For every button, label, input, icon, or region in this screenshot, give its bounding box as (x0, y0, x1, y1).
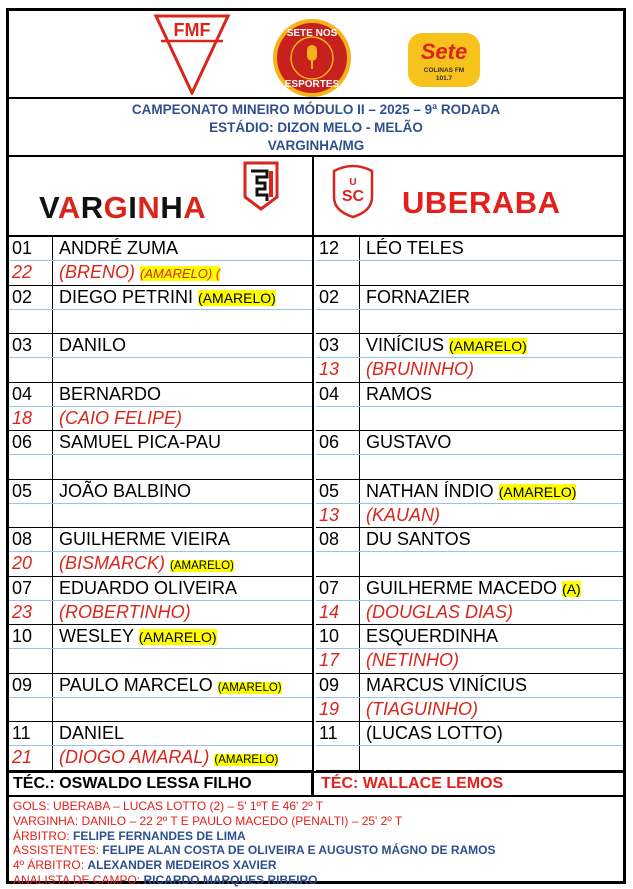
sub-yellow-card-badge: (AMARELO) ( (140, 266, 221, 282)
yellow-card-badge: (AMARELO) (449, 338, 527, 354)
player-name (59, 674, 282, 700)
player-name (59, 722, 124, 745)
substitute-line (9, 698, 312, 722)
shirt-number: 05 (12, 480, 33, 501)
teams-header (9, 157, 623, 237)
player-name (366, 334, 527, 358)
starter-name: WESLEY (59, 626, 134, 646)
substitute-line (316, 407, 623, 431)
fmf-logo (153, 13, 231, 95)
starter-name: JOÃO BALBINO (59, 480, 192, 501)
away-player-cell (316, 674, 623, 723)
shirt-number: 08 (12, 529, 33, 549)
starter-name: SAMUEL PICA-PAU (59, 432, 222, 452)
player-name (366, 480, 576, 504)
lineup-row (9, 383, 623, 432)
shirt-number: 01 (12, 238, 33, 258)
logos-bar (9, 11, 623, 99)
away-player-cell (316, 625, 623, 674)
starter-line (316, 383, 623, 407)
sub-shirt-number: 20 (12, 553, 33, 574)
shirt-number: 06 (319, 432, 340, 452)
coaches-row (9, 771, 623, 797)
lineup-row (9, 431, 623, 480)
shirt-number: 10 (319, 626, 340, 646)
substitute-line (9, 358, 312, 382)
player-name (59, 577, 237, 600)
match-info (9, 99, 623, 157)
starter-name: DIEGO PETRINI (59, 286, 194, 307)
uberaba-crest-icon (330, 163, 376, 219)
starter-line (9, 625, 312, 649)
lineup-row (9, 722, 623, 771)
city-label: VARGINHA/MG (267, 138, 365, 153)
away-coach: TÉC: WALLACE LEMOS (321, 775, 504, 792)
starter-line (316, 674, 623, 698)
home-player-cell (9, 383, 314, 432)
sub-shirt-number: 13 (319, 504, 340, 525)
substitute-name (366, 649, 459, 672)
away-player-cell (316, 383, 623, 432)
substitute-name (59, 552, 234, 578)
analyst-line (13, 873, 621, 888)
starter-name: PAULO MARCELO (59, 674, 213, 695)
substitute-line (9, 407, 312, 431)
player-name (366, 383, 432, 406)
shirt-number: 08 (319, 529, 340, 549)
championship-title: CAMPEONATO MINEIRO MÓDULO II – 2025 – 9ª RODADA (131, 102, 501, 117)
starter-line (316, 334, 623, 358)
starter-name: GUILHERME MACEDO (366, 577, 558, 598)
substitute-line (316, 601, 623, 625)
fmf-logo-text: FMF (173, 20, 211, 40)
away-player-cell (316, 334, 623, 383)
starter-line (316, 431, 623, 455)
yellow-card-badge: (AMARELO) (198, 289, 276, 306)
substitute-line (9, 455, 312, 479)
substitute-name (59, 746, 278, 772)
away-player-cell (316, 577, 623, 626)
yellow-card-badge: (AMARELO) (138, 629, 217, 645)
substitute-line (316, 746, 623, 770)
substitute-line (9, 310, 312, 334)
player-name (59, 625, 217, 649)
shirt-number: 09 (12, 674, 33, 695)
substitute-line (9, 504, 312, 528)
starter-line (9, 528, 312, 552)
player-name (366, 577, 581, 601)
shirt-number: 04 (319, 383, 340, 404)
player-name (366, 431, 451, 454)
starter-line (316, 286, 623, 310)
referee-name: FELIPE FERNANDES DE LIMA (73, 828, 246, 843)
substitute-line (316, 649, 623, 673)
sete-colinas-fm-logo (402, 25, 486, 93)
svg-text:Sete: Sete (420, 39, 468, 64)
home-player-cell (9, 480, 314, 529)
shirt-number: 02 (12, 286, 33, 307)
player-name (59, 286, 276, 310)
sub-shirt-number: 19 (319, 698, 340, 719)
sub-shirt-number: 14 (319, 601, 340, 622)
analyst-name: RICARDO MARQUES RIBEIRO (143, 872, 318, 887)
starter-line (9, 286, 312, 310)
starter-line (9, 383, 312, 407)
player-name (59, 528, 230, 551)
lineup-table (9, 237, 623, 771)
starter-name: GUILHERME VIEIRA (59, 529, 231, 549)
starter-line (9, 577, 312, 601)
shirt-number: 12 (319, 238, 340, 258)
player-name (366, 722, 503, 745)
player-name (366, 528, 471, 551)
shirt-number: 07 (319, 577, 340, 598)
substitute-name (366, 601, 513, 624)
away-team-name: UBERABA (402, 185, 561, 220)
substitute-line (9, 649, 312, 673)
substitute-name (366, 358, 474, 381)
starter-line (9, 431, 312, 455)
analyst-label: ANALISTA DE CAMPO: (13, 872, 141, 887)
home-player-cell (9, 722, 314, 771)
home-player-cell (9, 237, 314, 286)
home-player-cell (9, 431, 314, 480)
home-player-cell (9, 625, 314, 674)
starter-name: ANDRÉ ZUMA (59, 238, 179, 258)
lineup-row (9, 334, 623, 383)
player-name (366, 674, 527, 697)
shirt-number: 09 (319, 674, 340, 695)
sub-name: (DIOGO AMARAL) (59, 747, 210, 768)
fourth-referee-label: 4º ÁRBITRO: (13, 858, 85, 873)
sub-name: (BISMARCK) (59, 553, 166, 574)
away-player-cell (316, 237, 623, 286)
referee-line (13, 829, 621, 844)
shirt-number: 11 (319, 723, 338, 743)
shirt-number: 11 (12, 723, 31, 743)
yellow-card-badge: (AMARELO) (217, 681, 282, 694)
player-name (59, 480, 191, 503)
starter-name: LÉO TELES (366, 238, 464, 258)
player-name (366, 237, 464, 260)
sub-name: (BRENO) (59, 262, 135, 283)
sub-yellow-card-badge: (AMARELO) (170, 560, 234, 573)
sub-shirt-number: 17 (319, 650, 340, 671)
match-sheet (6, 8, 626, 887)
referee-label: ÁRBITRO: (13, 828, 70, 843)
shirt-number: 03 (319, 335, 340, 355)
shirt-number: 10 (12, 626, 33, 646)
svg-text:ESPORTES: ESPORTES (284, 79, 340, 90)
starter-name: EDUARDO OLIVEIRA (59, 577, 238, 598)
lineup-row (9, 480, 623, 529)
starter-name: MARCUS VINÍCIUS (366, 674, 528, 695)
lineup-row (9, 674, 623, 723)
starter-name: VINÍCIUS (366, 335, 445, 355)
varginha-crest-icon (241, 161, 281, 211)
starter-line (9, 237, 312, 261)
sub-shirt-number: 18 (12, 407, 33, 428)
substitute-line (9, 601, 312, 625)
yellow-card-badge: (A) (562, 580, 581, 597)
substitute-line (9, 261, 312, 285)
starter-line (9, 334, 312, 358)
substitute-line (316, 455, 623, 479)
player-name (59, 237, 178, 260)
assistants-line (13, 843, 621, 858)
home-player-cell (9, 674, 314, 723)
starter-name: FORNAZIER (366, 286, 471, 307)
sub-name: (BRUNINHO) (366, 359, 474, 380)
yellow-card-badge: (AMARELO) (498, 483, 577, 500)
shirt-number: 05 (319, 480, 340, 501)
substitute-line (316, 504, 623, 528)
fourth-referee-name: ALEXANDER MEDEIROS XAVIER (87, 858, 277, 873)
starter-name: DANILO (59, 335, 127, 355)
lineup-row (9, 528, 623, 577)
lineup-row (9, 237, 623, 286)
substitute-name (59, 601, 191, 624)
svg-text:COLINAS FM: COLINAS FM (423, 67, 465, 74)
svg-text:SC: SC (341, 188, 365, 205)
sub-name: (CAIO FELIPE) (59, 407, 183, 428)
starter-line (9, 674, 312, 698)
fourth-referee-line (13, 858, 621, 873)
shirt-number: 06 (12, 432, 33, 452)
away-player-cell (316, 722, 623, 771)
sub-shirt-number: 21 (12, 747, 33, 768)
shirt-number: 07 (12, 577, 33, 598)
substitute-line (316, 358, 623, 382)
substitute-name (366, 698, 478, 721)
away-player-cell (316, 480, 623, 529)
substitute-line (316, 261, 623, 285)
home-player-cell (9, 334, 314, 383)
substitute-line (316, 310, 623, 334)
home-team-name: VARGINHA (39, 190, 207, 225)
starter-line (316, 237, 623, 261)
starter-name: GUSTAVO (366, 432, 452, 452)
starter-name: (LUCAS LOTTO) (366, 723, 503, 743)
starter-line (316, 528, 623, 552)
substitute-line (9, 746, 312, 770)
lineup-row (9, 577, 623, 626)
stadium-label: ESTÁDIO: DIZON MELO - MELÃO (209, 120, 423, 135)
away-team-cell (316, 157, 623, 235)
starter-line (316, 625, 623, 649)
starter-name: BERNARDO (59, 383, 162, 404)
sub-name: (ROBERTINHO) (59, 601, 191, 622)
away-player-cell (316, 431, 623, 480)
home-team-cell (9, 157, 314, 235)
goals-varginha: VARGINHA: DANILO – 22 2º T E PAULO MACEDO (PENALTI) – 25' 2º T (13, 813, 403, 828)
substitute-line (316, 698, 623, 722)
starter-line (316, 722, 623, 746)
home-coach: TÉC.: OSWALDO LESSA FILHO (9, 773, 314, 795)
starter-line (9, 722, 312, 746)
substitute-name (59, 407, 182, 430)
starter-line (316, 480, 623, 504)
home-player-cell (9, 286, 314, 335)
assistants-label: ASSISTENTES: (13, 843, 100, 858)
sub-shirt-number: 23 (12, 601, 33, 622)
match-notes (13, 799, 621, 888)
assistants-names: FELIPE ALAN COSTA DE OLIVEIRA E AUGUSTO MÁGNO DE RAMOS (102, 843, 496, 858)
home-player-cell (9, 528, 314, 577)
sete-nos-esportes-logo (271, 17, 353, 99)
player-name (59, 383, 161, 406)
sub-shirt-number: 22 (12, 262, 33, 283)
shirt-number: 02 (319, 286, 340, 307)
lineup-row (9, 625, 623, 674)
sub-shirt-number: 13 (319, 359, 340, 380)
substitute-name (366, 504, 440, 527)
away-player-cell (316, 286, 623, 335)
starter-name: ESQUERDINHA (366, 626, 499, 646)
starter-name: RAMOS (366, 383, 433, 404)
starter-name: DANIEL (59, 723, 125, 743)
svg-text:101.7: 101.7 (435, 75, 453, 82)
player-name (366, 286, 470, 309)
sub-name: (TIAGUINHO) (366, 698, 478, 719)
sub-name: (NETINHO) (366, 650, 459, 671)
player-name (59, 431, 221, 454)
shirt-number: 03 (12, 335, 33, 355)
starter-line (9, 480, 312, 504)
lineup-row (9, 286, 623, 335)
svg-text:U: U (349, 177, 357, 188)
starter-line (316, 577, 623, 601)
sub-name: (KAUAN) (366, 504, 441, 525)
shirt-number: 04 (12, 383, 33, 404)
home-player-cell (9, 577, 314, 626)
sub-name: (DOUGLAS DIAS) (366, 601, 514, 622)
substitute-line (316, 552, 623, 576)
goals-uberaba: GOLS: UBERABA – LUCAS LOTTO (2) – 5' 1ºT E 46' 2º T (13, 799, 324, 813)
svg-text:SETE NOS: SETE NOS (286, 28, 338, 39)
starter-name: NATHAN ÍNDIO (366, 480, 494, 501)
substitute-name (59, 261, 220, 285)
player-name (59, 334, 126, 357)
starter-name: DU SANTOS (366, 529, 471, 549)
sub-yellow-card-badge: (AMARELO) (214, 754, 279, 767)
substitute-line (9, 552, 312, 576)
away-player-cell (316, 528, 623, 577)
player-name (366, 625, 498, 648)
